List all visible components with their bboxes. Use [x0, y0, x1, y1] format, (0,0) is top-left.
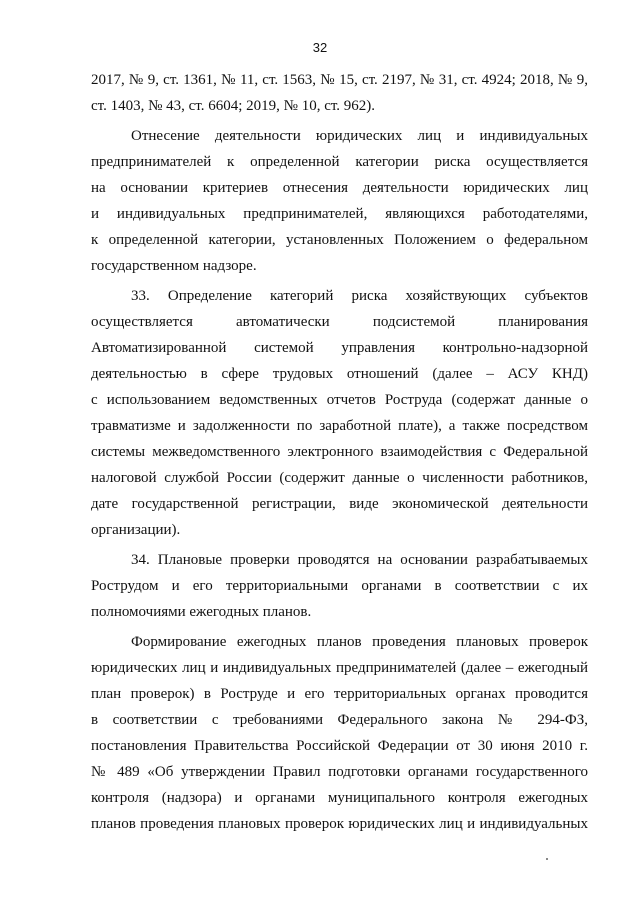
text-line: в соответствии с требованиями Федерального закона № 294-ФЗ,: [91, 712, 588, 728]
text-line: контроля (надзора) и органами муниципального контроля ежегодных: [91, 790, 588, 806]
text-line: предпринимателей к определенной категории риска осуществляется: [91, 154, 588, 170]
text-line: с использованием ведомственных отчетов Роструда (содержат данные о: [91, 392, 588, 408]
text-line: юридических лиц и индивидуальных предпринимателей (далее – ежегодный: [91, 660, 588, 676]
text-line: осуществляется автоматически подсистемой планирования: [91, 314, 588, 330]
text-line: государственном надзоре.: [91, 258, 257, 274]
text-line: Автоматизированной системой управления контрольно-надзорной: [91, 340, 588, 356]
text-line: 34. Плановые проверки проводятся на основании разрабатываемых: [131, 552, 588, 568]
text-line: план проверок) в Роструде и его территориальных органах проводится: [91, 686, 588, 702]
text-line: Рострудом и его территориальными органами в соответствии с их: [91, 578, 588, 594]
text-line: ст. 1403, № 43, ст. 6604; 2019, № 10, ст. 962).: [91, 98, 376, 114]
document-body: [91, 67, 588, 837]
text-line: Отнесение деятельности юридических лиц и индивидуальных: [131, 128, 588, 144]
text-line: планов проведения плановых проверок юридических лиц и индивидуальных: [91, 816, 588, 832]
text-line: и индивидуальных предпринимателей, являющихся работодателями,: [91, 206, 588, 222]
text-line: 2017, № 9, ст. 1361, № 11, ст. 1563, № 15, ст. 2197, № 31, ст. 4924; 2018, № 9,: [91, 72, 588, 88]
scan-speck: [546, 858, 548, 860]
page-number: 32: [312, 40, 328, 55]
text-line: постановления Правительства Российской Федерации от 30 июня 2010 г.: [91, 738, 588, 754]
paragraph-item-34: [91, 547, 588, 625]
text-line: организации).: [91, 522, 181, 538]
text-line: 33. Определение категорий риска хозяйствующих субъектов: [131, 288, 588, 304]
text-line: травматизме и задолженности по заработной плате), а также посредством: [91, 418, 588, 434]
text-line: дате государственной регистрации, виде экономической деятельности: [91, 496, 588, 512]
text-line: на основании критериев отнесения деятельности юридических лиц: [91, 180, 588, 196]
text-line: к определенной категории, установленных Положением о федеральном: [91, 232, 588, 248]
paragraph-annual-plans: [91, 629, 588, 837]
paragraph-item-33: [91, 283, 588, 543]
text-line: налоговой службой России (содержит данные о численности работников,: [91, 470, 588, 486]
text-line: № 489 «Об утверждении Правил подготовки органами государственного: [91, 764, 588, 780]
text-line: системы межведомственного электронного взаимодействия с Федеральной: [91, 444, 588, 460]
paragraph-references: [91, 67, 588, 119]
text-line: деятельностью в сфере трудовых отношений (далее – АСУ КНД): [91, 366, 588, 382]
paragraph-risk-category: [91, 123, 588, 279]
text-line: полномочиями ежегодных планов.: [91, 604, 312, 620]
text-line: Формирование ежегодных планов проведения плановых проверок: [131, 634, 588, 650]
